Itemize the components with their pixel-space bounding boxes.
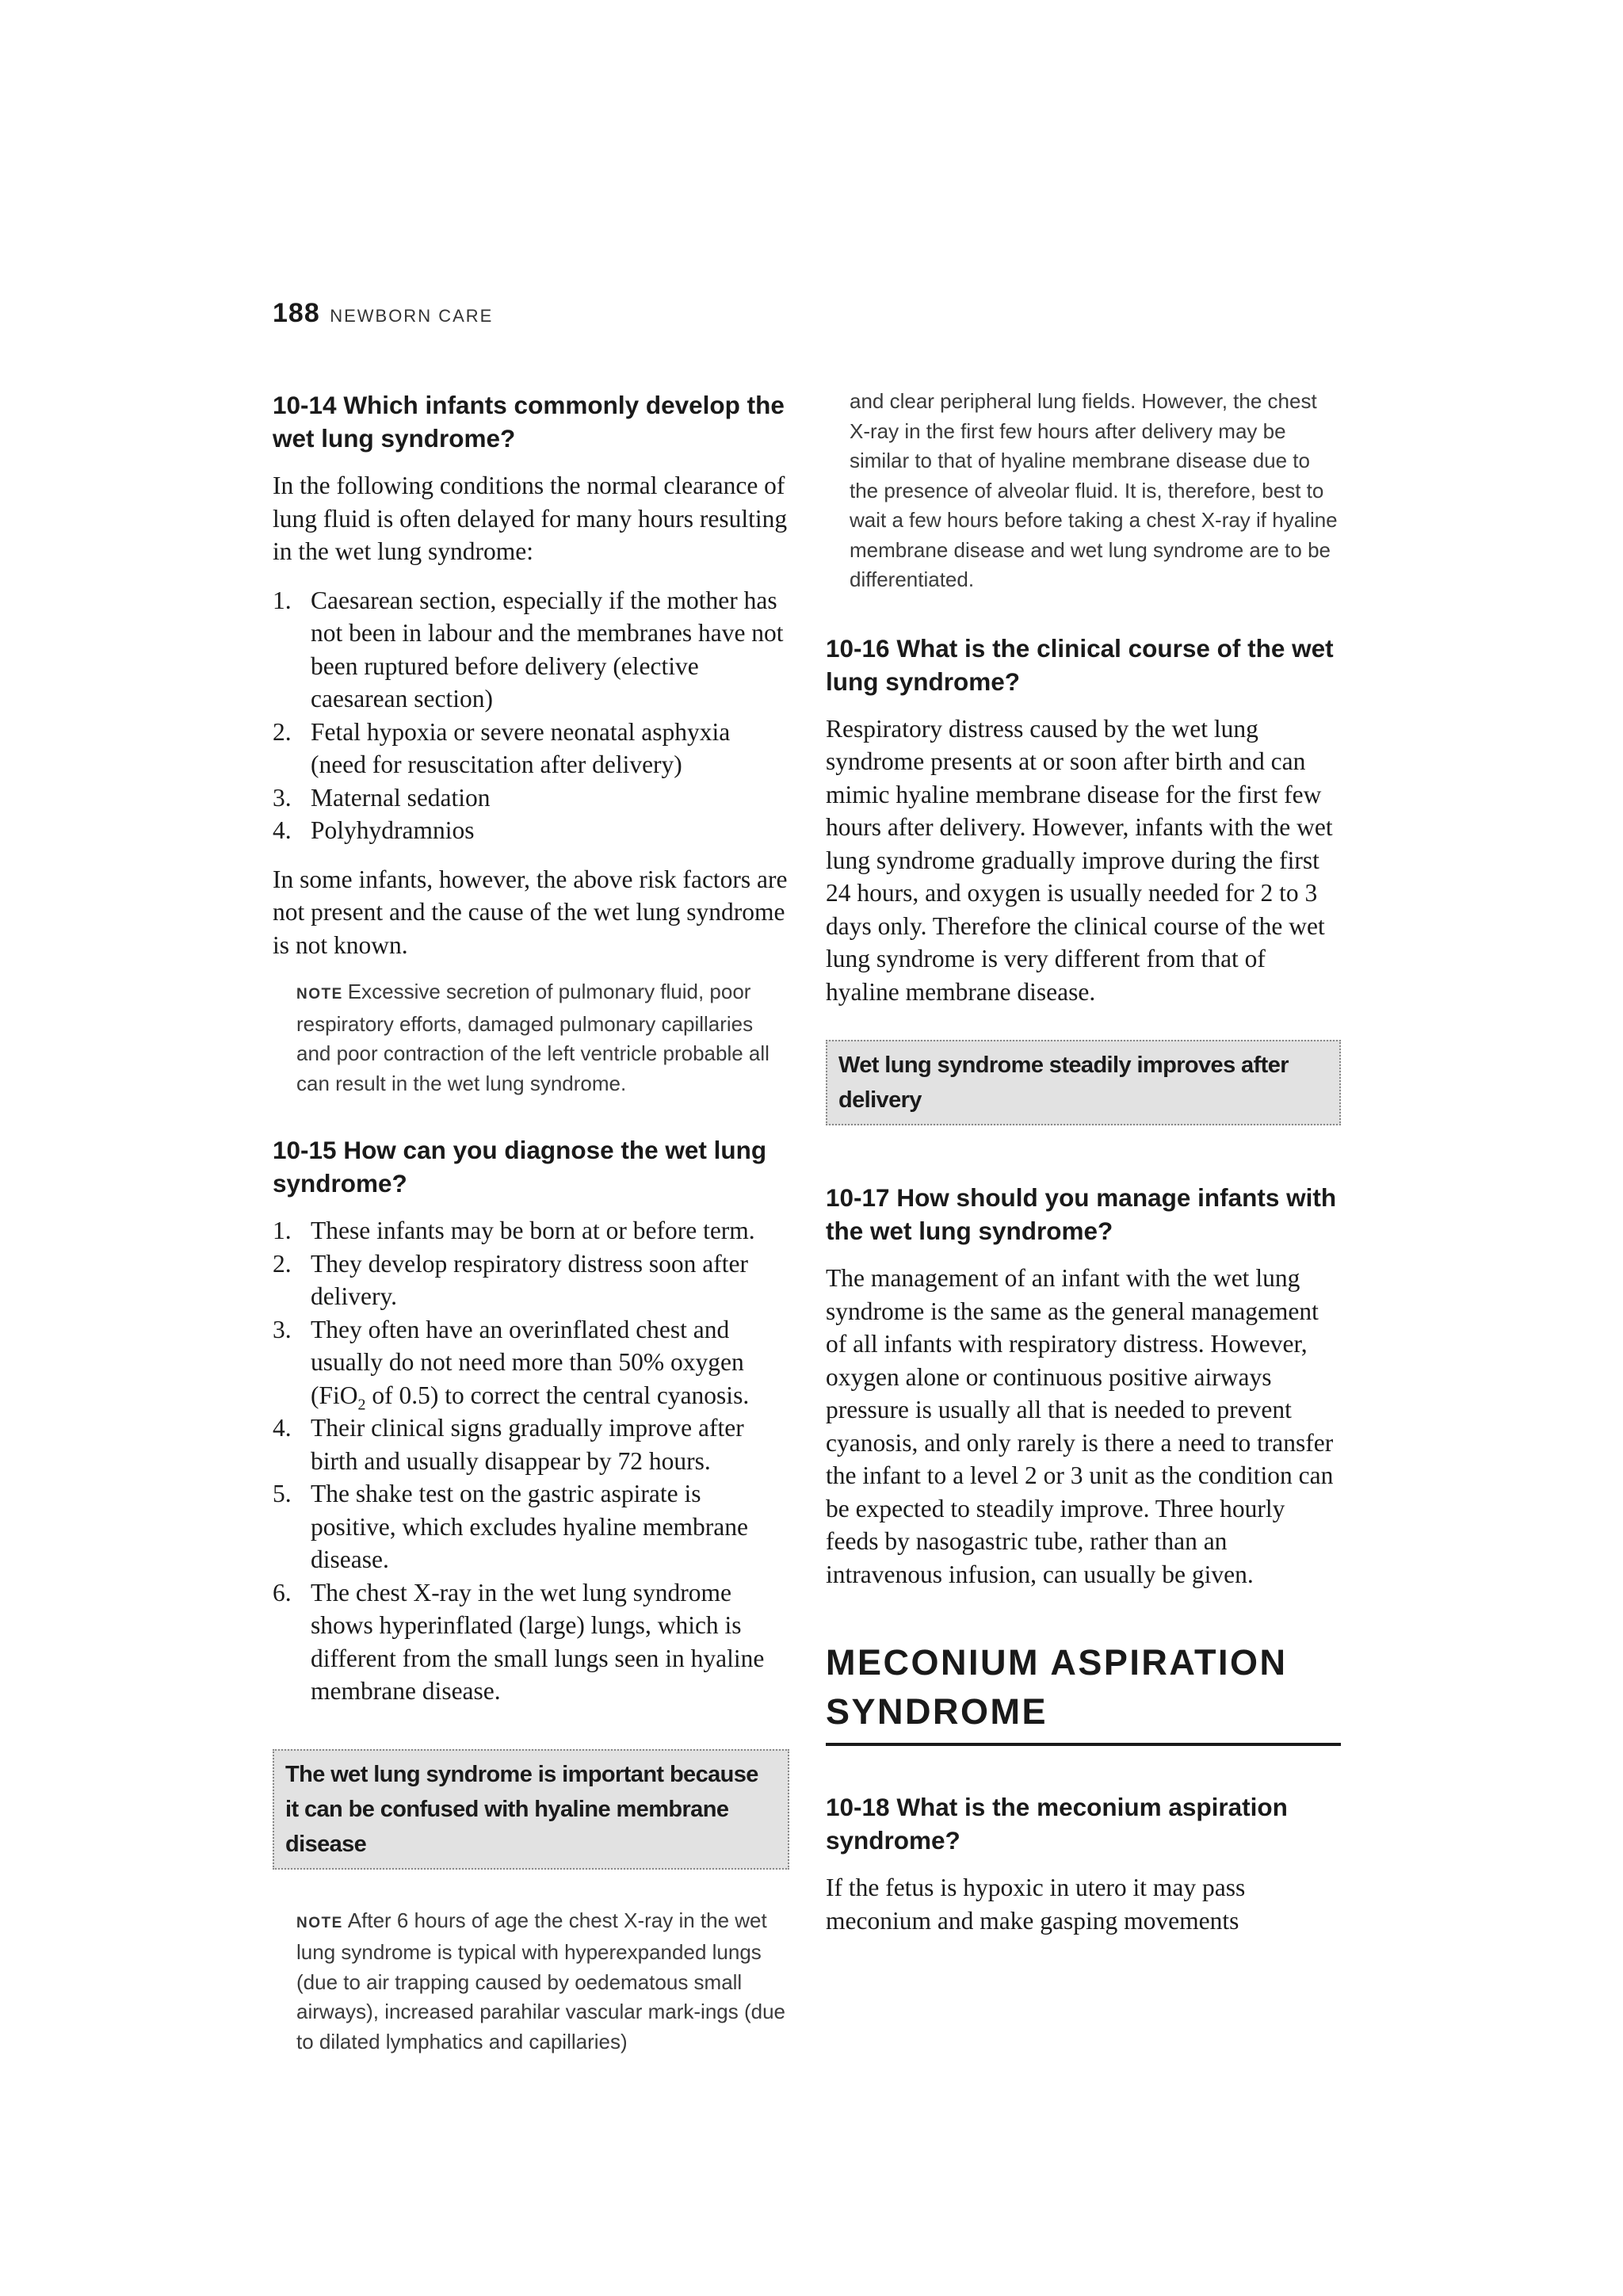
question-10-14-heading: 10-14 Which infants commonly develop the wet lung syndrome? — [273, 391, 785, 453]
page-number: 188 — [273, 298, 320, 328]
note-continued: and clear peripheral lung fields. However, the chest X-ray in the first few hours after delivery may be similar to that of hyaline membrane disease due to the presence of alveolar fluid. It is, therefore, best to wait a few hours before taking a chest X-ray if hyaline membrane disease and wet lung syndrome are to be differentiated. — [850, 389, 1338, 591]
section-title: MECONIUM ASPIRATION SYNDROME — [826, 1638, 1341, 1746]
list-number: 4. — [273, 816, 292, 844]
list-text: The chest X-ray in the wet lung syndrome shows hyperinflated (large) lungs, which is different from the small lungs seen in hyaline membrane disease. — [311, 1578, 765, 1705]
note-tag: NOTE — [296, 986, 343, 1003]
list-item — [273, 716, 789, 781]
question-10-16-body: Respiratory distress caused by the wet lung syndrome presents at or soon after birth and can mimic hyaline membrane disease for the first few hours after delivery. However, infants with the wet lung syndrome gradually improve during the first 24 hours, and oxygen is usually needed for 2 to 3 days only. Therefore the clinical course of the wet lung syndrome is very different from that of hyaline membrane disease. — [826, 714, 1333, 1006]
list-number: 2. — [273, 717, 292, 746]
list-number: 1. — [273, 1217, 292, 1244]
note-text: Excessive secretion of pulmonary fluid, poor respiratory efforts, damaged pulmonary capillaries and poor contraction of the left ventricle probable all can result in the wet lung syndrome. — [296, 980, 769, 1095]
list-text: These infants may be born at or before term. — [311, 1217, 755, 1244]
list-text: Their clinical signs gradually improve after birth and usually disappear by 72 hours. — [311, 1414, 744, 1475]
question-10-14-intro: In the following conditions the normal clearance of lung fluid is often delayed for many hours resulting in the wet lung syndrome: — [273, 472, 788, 565]
list-item — [273, 584, 789, 716]
list-item — [273, 1477, 789, 1576]
question-10-16-heading: 10-16 What is the clinical course of the wet lung syndrome? — [826, 633, 1334, 696]
list-item — [273, 781, 789, 815]
right-column — [826, 387, 1341, 1953]
list-number: 5. — [273, 1480, 292, 1507]
list-text: The shake test on the gastric aspirate is positive, which excludes hyaline membrane disease. — [311, 1480, 748, 1573]
question-10-18-body: If the fetus is hypoxic in utero it may pass meconium and make gasping movements — [826, 1874, 1246, 1935]
left-column — [273, 388, 789, 2073]
list-number: 2. — [273, 1249, 292, 1278]
question-10-17-body: The management of an infant with the wet lung syndrome is the same as the general management of all infants with respiratory distress. However, oxygen alone or continuous positive airways pressure is usually all that is needed to prevent cyanosis, and only rarely is there a need to transfer the infant to a level 2 or 3 unit as the condition can be expected to steadily improve. Three hourly feeds by nasogastric tube, rather than an intravenous infusion, can usually be given. — [826, 1264, 1334, 1588]
running-head — [273, 298, 493, 329]
list-item — [273, 1576, 789, 1708]
list-number: 3. — [273, 783, 292, 812]
list-number: 3. — [273, 1315, 292, 1343]
question-10-17-heading: 10-17 How should you manage infants with the wet lung syndrome? — [826, 1183, 1337, 1245]
list-item — [273, 814, 789, 847]
list-text: Caesarean section, especially if the mother has not been in labour and the membranes have not been ruptured before delivery (elective caesarean section) — [311, 586, 784, 712]
list-number: 4. — [273, 1414, 292, 1442]
list-text: Polyhydramnios — [311, 816, 475, 844]
list-text: Fetal hypoxia or severe neonatal asphyxia (need for resuscitation after delivery) — [311, 717, 731, 778]
list-text: Maternal sedation — [311, 783, 491, 812]
callout-box: Wet lung syndrome steadily improves after delivery — [826, 1040, 1341, 1125]
question-10-15-heading: 10-15 How can you diagnose the wet lung syndrome? — [273, 1136, 767, 1198]
list-text: They often have an overinflated chest and usually do not need more than 50% oxygen (FiO$_2$ of 0.5) to correct the central cyanosis. — [311, 1315, 750, 1413]
list-number: 1. — [273, 586, 292, 614]
list-item — [273, 1412, 789, 1477]
list-item — [273, 1313, 789, 1412]
risk-factor-list — [273, 584, 789, 847]
note-tag: NOTE — [296, 1914, 343, 1931]
book-title: NEWBORN CARE — [330, 306, 494, 326]
callout-box: The wet lung syndrome is important because it can be confused with hyaline membrane disease — [273, 1749, 789, 1870]
diagnosis-list — [273, 1214, 789, 1708]
note-10-15 — [296, 1906, 789, 2057]
list-number: 6. — [273, 1578, 292, 1606]
question-10-14-outro: In some infants, however, the above risk factors are not present and the cause of the wet lung syndrome is not known. — [273, 865, 788, 959]
note-text: After 6 hours of age the chest X-ray in the wet lung syndrome is typical with hyperexpanded lungs (due to air trapping caused by oedematous small airways), increased parahilar vascular mark-ings (due to dilated lymphatics and capillaries) — [296, 1908, 786, 2053]
subscript: 2 — [357, 1395, 366, 1413]
question-10-18-heading: 10-18 What is the meconium aspiration syndrome? — [826, 1793, 1288, 1855]
list-item — [273, 1214, 789, 1247]
note-10-14 — [296, 977, 789, 1098]
list-text: They develop respiratory distress soon after delivery. — [311, 1249, 748, 1310]
list-item — [273, 1247, 789, 1313]
